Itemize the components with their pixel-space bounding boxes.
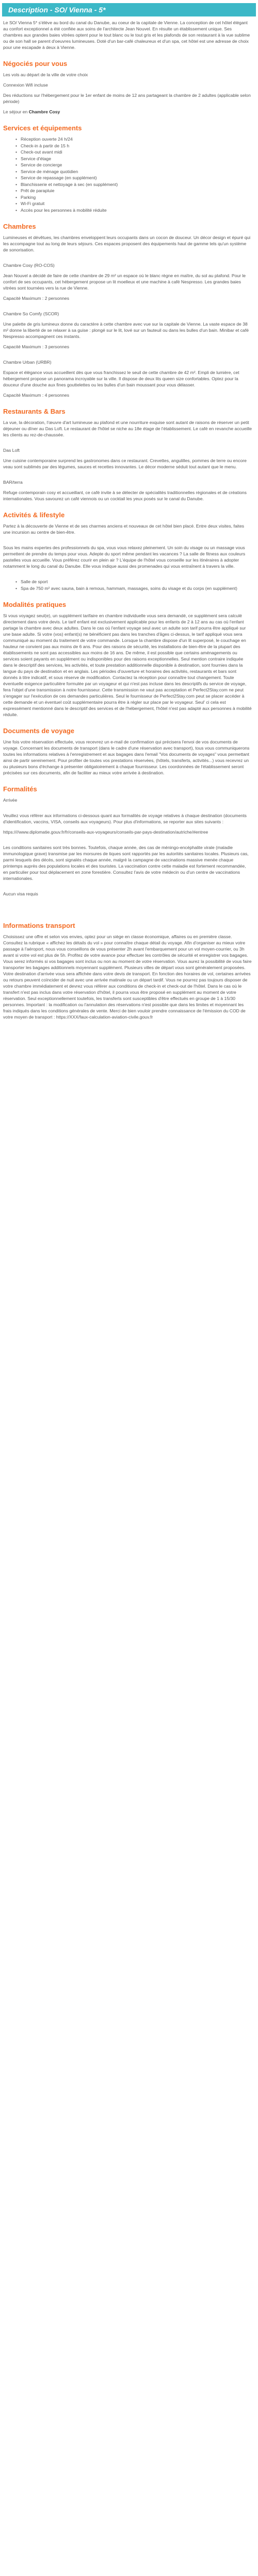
list-item: • Accès pour les personnes à mobilité réduite (21, 207, 252, 214)
section-heading-chambres: Chambres (3, 223, 36, 230)
bar-1-name: BAR/terra (3, 480, 23, 485)
list-item: • Service d'étage (21, 156, 252, 162)
list-item: • Blanchisserie et nettoyage à sec (en supplément) (21, 181, 252, 188)
activites-intro: Partez à la découverte de Vienne et de ses charmes anciens et nouveaux de cet hôtel bien placé. Entre deux visites, faites une incursion au centre de bien-être. (3, 523, 245, 535)
section-heading-restaurants: Restaurants & Bars (3, 408, 66, 415)
section-heading-services: Services et équipements (3, 124, 82, 132)
section-heading-modalites: Modalités pratiques (3, 601, 67, 608)
formalites-text-2: Les conditions sanitaires sont très bonnes. Toutefois, chaque année, des cas de méningo-encéphalite virale (maladie immunologique grave) transmise par les morsures de tiques sont rapportés par les autorités sanitaires locales. Plusieurs cas, parmi lesquels des décès, sont signalés chaque année, malgré la campagne de vaccinations massive menée chaque printemps auprès des populations locales et des touristes. La vaccination contre cette maladie est fortement recommandée, en particulier pour tout déplacement en zone forestière. Consultez l'avis de votre médecin ou d'un centre de vaccinations internationales. (3, 845, 249, 881)
room-1-description: Jean Nouvel a décidé de faire de cette chambre de 29 m² un espace où le blanc règne en maître, du sol au plafond. Pour le confort de ses occupants, cet hébergement propose un lit moelleux et une machine à café Nespresso. Les grandes baies vitrées sont tournées vers la rue de Vienne. (3, 273, 246, 291)
formalites-retour: Aucun visa requis (3, 891, 38, 896)
section-heading-formalites: Formalités (3, 785, 37, 793)
list-item: • Service de ménage quotidien (21, 168, 252, 175)
list-item: • Check-in à partir de 15 h (21, 143, 252, 149)
formalites-text-1: Veuillez vous référer aux informations ci-dessous quant aux formalités de voyage relatives à chaque destination (documents d'identification, vaccins, VISA, conseils aux voyageurs). Pour plus d'informations, se reporter aux sites suivants : (3, 813, 247, 824)
nego-line-3: Des réductions sur l'hébergement pour le 1er enfant de moins de 12 ans partageant la chambre de 2 adultes (applicable selon période) (3, 93, 251, 104)
nego-line-4 (3, 109, 252, 115)
documents-text: Une fois votre réservation effectuée, vous recevrez un e-mail de confirmation qui précisera l'envoi de vos documents de voyage. Concernant les documents de transport (dans le cadre d'une réservation avec transport), tous vous communiquerons toutes les informations relatives à l'enregistrement et aux bagages dans l'email "Vos documents de voyages" vous permettant ainsi de partir sereinement. Pour profiter de toutes vos prestations réservées, (hôtels, transferts, activités...) vous recevrez un ou plusieurs bons d'échange à présenter obligatoirement à chaque fournisseur. Les coordonnées de l'établissement seront précisées sur ces documents, afin de faciliter au mieux votre arrivée à destination. (3, 739, 250, 775)
modalites-text: Si vous voyagez seul(e), un supplément tarifaire en chambre individuelle vous sera demandé, ce supplément sera calculé directement dans votre devis. Le tarif enfant est exclusivement applicable pour les enfants de 2 à 12 ans au cas où l'enfant partage la chambre avec deux adultes. Dans le cas où l'enfant voyage seul avec un adulte son tarif pourra être appliqué sur une base adulte. Si votre (vos) enfant(s) ne bénéficient pas dans les tranches d'âges ci-dessus, le tarif appliqué vous sera communiqué au moment du traitement de votre commande. Lorsque la chambre dispose d'un lit superposé, le couchage en hauteur ne convient pas aux moins de 6 ans. Pour des raisons de sécurité, les installations de bien-être de la plupart des établissements ne sont pas accessibles aux moins de 16 ans. De même, il est possible que certains aménagements ou services soient payants en supplément ou indisponibles pour des raisons exceptionnelles. Seul mention contraire indiquée dans le descriptif des services, les activités, et toute prestation additionnelle disponible à destination, sont fournies dans la langue du pays de destination et en anglais. Les périodes d'ouverture et horaires des activités, restaurants et bars sont donnés à titre indicatif, et sous réserve de modification. Contactez la réception pour connaître tout changement. Toute éventuelle exigence particulière formulée par un voyageur et qui n'est pas incluse dans les descriptifs du service de voyage, fera l'objet d'une transmission à notre fournisseur. Cette transmission ne vaut pas acceptation et Perfect2Stay.com ne peut s'engager sur l'exécution de ces demandes particulières. Seul le fournisseur de Perfect2Stay.com peut se placer accéder à cette demande et un éventuel coût supplémentaire pourra être à régler sur place par le voyageur. Seul' ci cela est expressément mentionné dans le descriptif des services et de l'hébergement, l'hôtel n'est pas adapté aux personnes à mobilité réduite. (3, 613, 252, 717)
nego-line-1: Les vols au départ de la ville de votre choix (3, 72, 88, 77)
room-3-capacity: Capacité Maximum : 4 personnes (3, 393, 70, 398)
room-2-name: Chambre So Comfy (SCOR) (3, 311, 59, 316)
room-3-description: Espace et élégance vous accueillent dès que vous franchissez le seuil de cette chambre de 42 m². Empli de lumière, cet hébergement propose un panorama incroyable sur la ville. Il dispose de deux lits queen size confortables. Optez pour la douceur d'une douche aux fines gouttelettes ou les bulles d'un bain moussant pour vous délasser. (3, 370, 239, 387)
intro-paragraph: Le SO/ Vienna 5* s'élève au bord du canal du Danube, au coeur de la capitale de Vienne. La conception de cet hôtel élégant au confort exceptionnel a été confiée aux soins de l'architecte Jean Nouvel. En résulte un établissement unique. Ses chambres aux grandes baies vitrées optent pour le tout blanc ou le tout gris et les plafonds de son restaurant à la vue sublime ou de son hall se parent d'oeuvres lumineuses. Doté d'un bar-café chaleureux et d'un spa, cet hôtel est une adresse de choix pour une escapade à deux à Vienne. (3, 20, 250, 50)
formalites-arrivee: Arrivée (3, 798, 18, 803)
list-item: • Salle de sport (21, 579, 252, 585)
list-item: • Wi-Fi gratuit (21, 200, 252, 207)
list-item: • Parking (21, 194, 252, 201)
bar-1-description: Refuge contemporain cosy et accueillant, ce café invite à se délecter de spécialités traditionnelles régionales et de créations internationales. Vous savourez un café viennois ou un cocktail les yeux posés sur le canal du Danube. (3, 490, 247, 501)
page (0, 3, 258, 1020)
list-item: • Réception ouverte 24 h/24 (21, 136, 252, 143)
room-1-capacity: Capacité Maximum : 2 personnes (3, 296, 70, 301)
section-heading-documents: Documents de voyage (3, 727, 74, 735)
restaurants-intro: La vue, la décoration, l'œuvre d'art lumineuse au plafond et une nourriture exquise sont autant de raisons de réserver un petit déjeuner ou dîner au Das Loft. Le restaurant de l'hôtel se niche au 18e étage de l'établissement. Le café en revanche accueille les clients au rez-de-chaussée. (3, 420, 252, 437)
page-title: Description - SO/ Vienna - 5* (2, 3, 256, 16)
spa-description: Sous les mains expertes des professionnels du spa, vous vous relaxez pleinement. Un soin du visage ou un massage vous permettent de prendre du temps pour vous. Adepte du sport même pendant les vacances ? La salle de fitness aux couleurs pastelles vous accueille. Vous préférez courir en plein air ? L'équipe de l'hôtel vous conseille sur les itinéraires à adopter notamment le long du canal du Danube. Elle vous indique aussi des promenades qui vous entraînent à travers la ville. (3, 545, 246, 569)
formalites-url: https:////www.diplomatie.gouv.fr/fr/conseils-aux-voyageurs/conseils-par-pays-destination/autriche/#entree (3, 829, 208, 835)
section-heading-negocies: Négociés pour vous (3, 60, 68, 67)
room-2-description: Une palette de gris lumineux donne du caractère à cette chambre avec vue sur la capitale de Vienne. La vaste espace de 38 m² donne la liberté de se relaxer à sa guise : plongé sur le lit, lové sur un fauteuil ou dans les bulles d'un bain. Minibar et café Nespresso accompagnent ces instants. (3, 321, 249, 339)
list-item: • Spa de 750 m² avec sauna, bain à remous, hammam, massages, soins du visage et du corps (en supplément) (21, 585, 252, 592)
section-heading-transport: Informations transport (3, 922, 75, 929)
section-heading-activites: Activités & lifestyle (3, 511, 65, 519)
list-item: • Service de concierge (21, 162, 252, 168)
description-content (0, 20, 258, 1020)
spa-list (3, 579, 252, 591)
nego-line-2: Connexion Wifi incluse (3, 82, 48, 88)
list-item: • Prêt de parapluie (21, 188, 252, 194)
transport-text: Choisissez une offre et selon vos envies, optez pour un siège en classe économique, affaires ou en première classe. Consultez la rubrique « affichez les détails du vol » pour connaître chaque détail du voyage. Afin d'organiser au mieux votre passage à l'aéroport, nous vous conseillons de vous présenter 2h avant l'embarquement pour un vol moyen-courrier, ou 3h avant si votre vol est plus de 5h. Profitez de votre avance pour effectuer les contrôles de sécurité et enregistrer vos bagages. Vous serez informés si vos bagages sont inclus ou non au moment de votre réservation. Vous aurez la possibilité de vous faire transporter les bagages additionnels moyennant supplément. Plusieurs villes de départ vous sont généralement proposées. Votre destination d'arrivée vous sera affichée dans votre devis de transport. En fonction des horaires de vol, certaines arrivées ou retours peuvent coïncider de nuit avec une arrivée matinale ou un départ tardif. Vous ne pourrez pas toujours disposer de votre chambre immédiatement et devrez vous référer aux conditions de check-in et check-out de l'hôtel. Dans le cas où le transfert n'est pas inclus dans votre réservation d'hôtel, il pourra vous être proposé en supplément au moment de votre réservation. Seul exceptionnellement toutefois, les transferts sont susceptibles d'être effectués en groupe de 1 à 15/30 personnes. Important : la modification ou l'annulation des réservations n'est possible que dans les limites et moyennant les frais indiqués dans les conditions générales de vente. Merci de bien vouloir prendre connaissance de l'émission du COD de votre moyen de transport : https://XXX/faux-calculation-aviation-civile.gouv.fr (3, 934, 252, 1020)
chambres-intro: Lumineuses et dévêtues, les chambres enveloppent leurs occupants dans un cocon de douceur. Un décor design et épuré qui les accompagne tout au long de leurs séjours. Ces espaces proposent des équipements haut de gamme tels qu'un système de sonorisation. (3, 235, 251, 252)
restaurant-1-description: Une cuisine contemporaine surprend les gastronomes dans ce restaurant. Crevettes, angulilles, pommes de terre ou encore veau sont sublimés par des légumes, sauces et recettes innovantes. Le décor moderne séduit tout autant que le menu. (3, 458, 247, 469)
restaurant-1-name: Das Loft (3, 448, 20, 453)
nego-line-4-bold: Chambre Cosy (28, 109, 60, 114)
room-1-name: Chambre Cosy (RO-COS) (3, 263, 55, 268)
list-item: • Check-out avant midi (21, 149, 252, 156)
room-3-name: Chambre Urban (URBR) (3, 360, 52, 365)
services-list (3, 136, 252, 213)
room-2-capacity: Capacité Maximum : 3 personnes (3, 344, 70, 349)
nego-line-4-text: Le séjour en (3, 109, 29, 114)
list-item: • Service de repassage (en supplément) (21, 175, 252, 181)
